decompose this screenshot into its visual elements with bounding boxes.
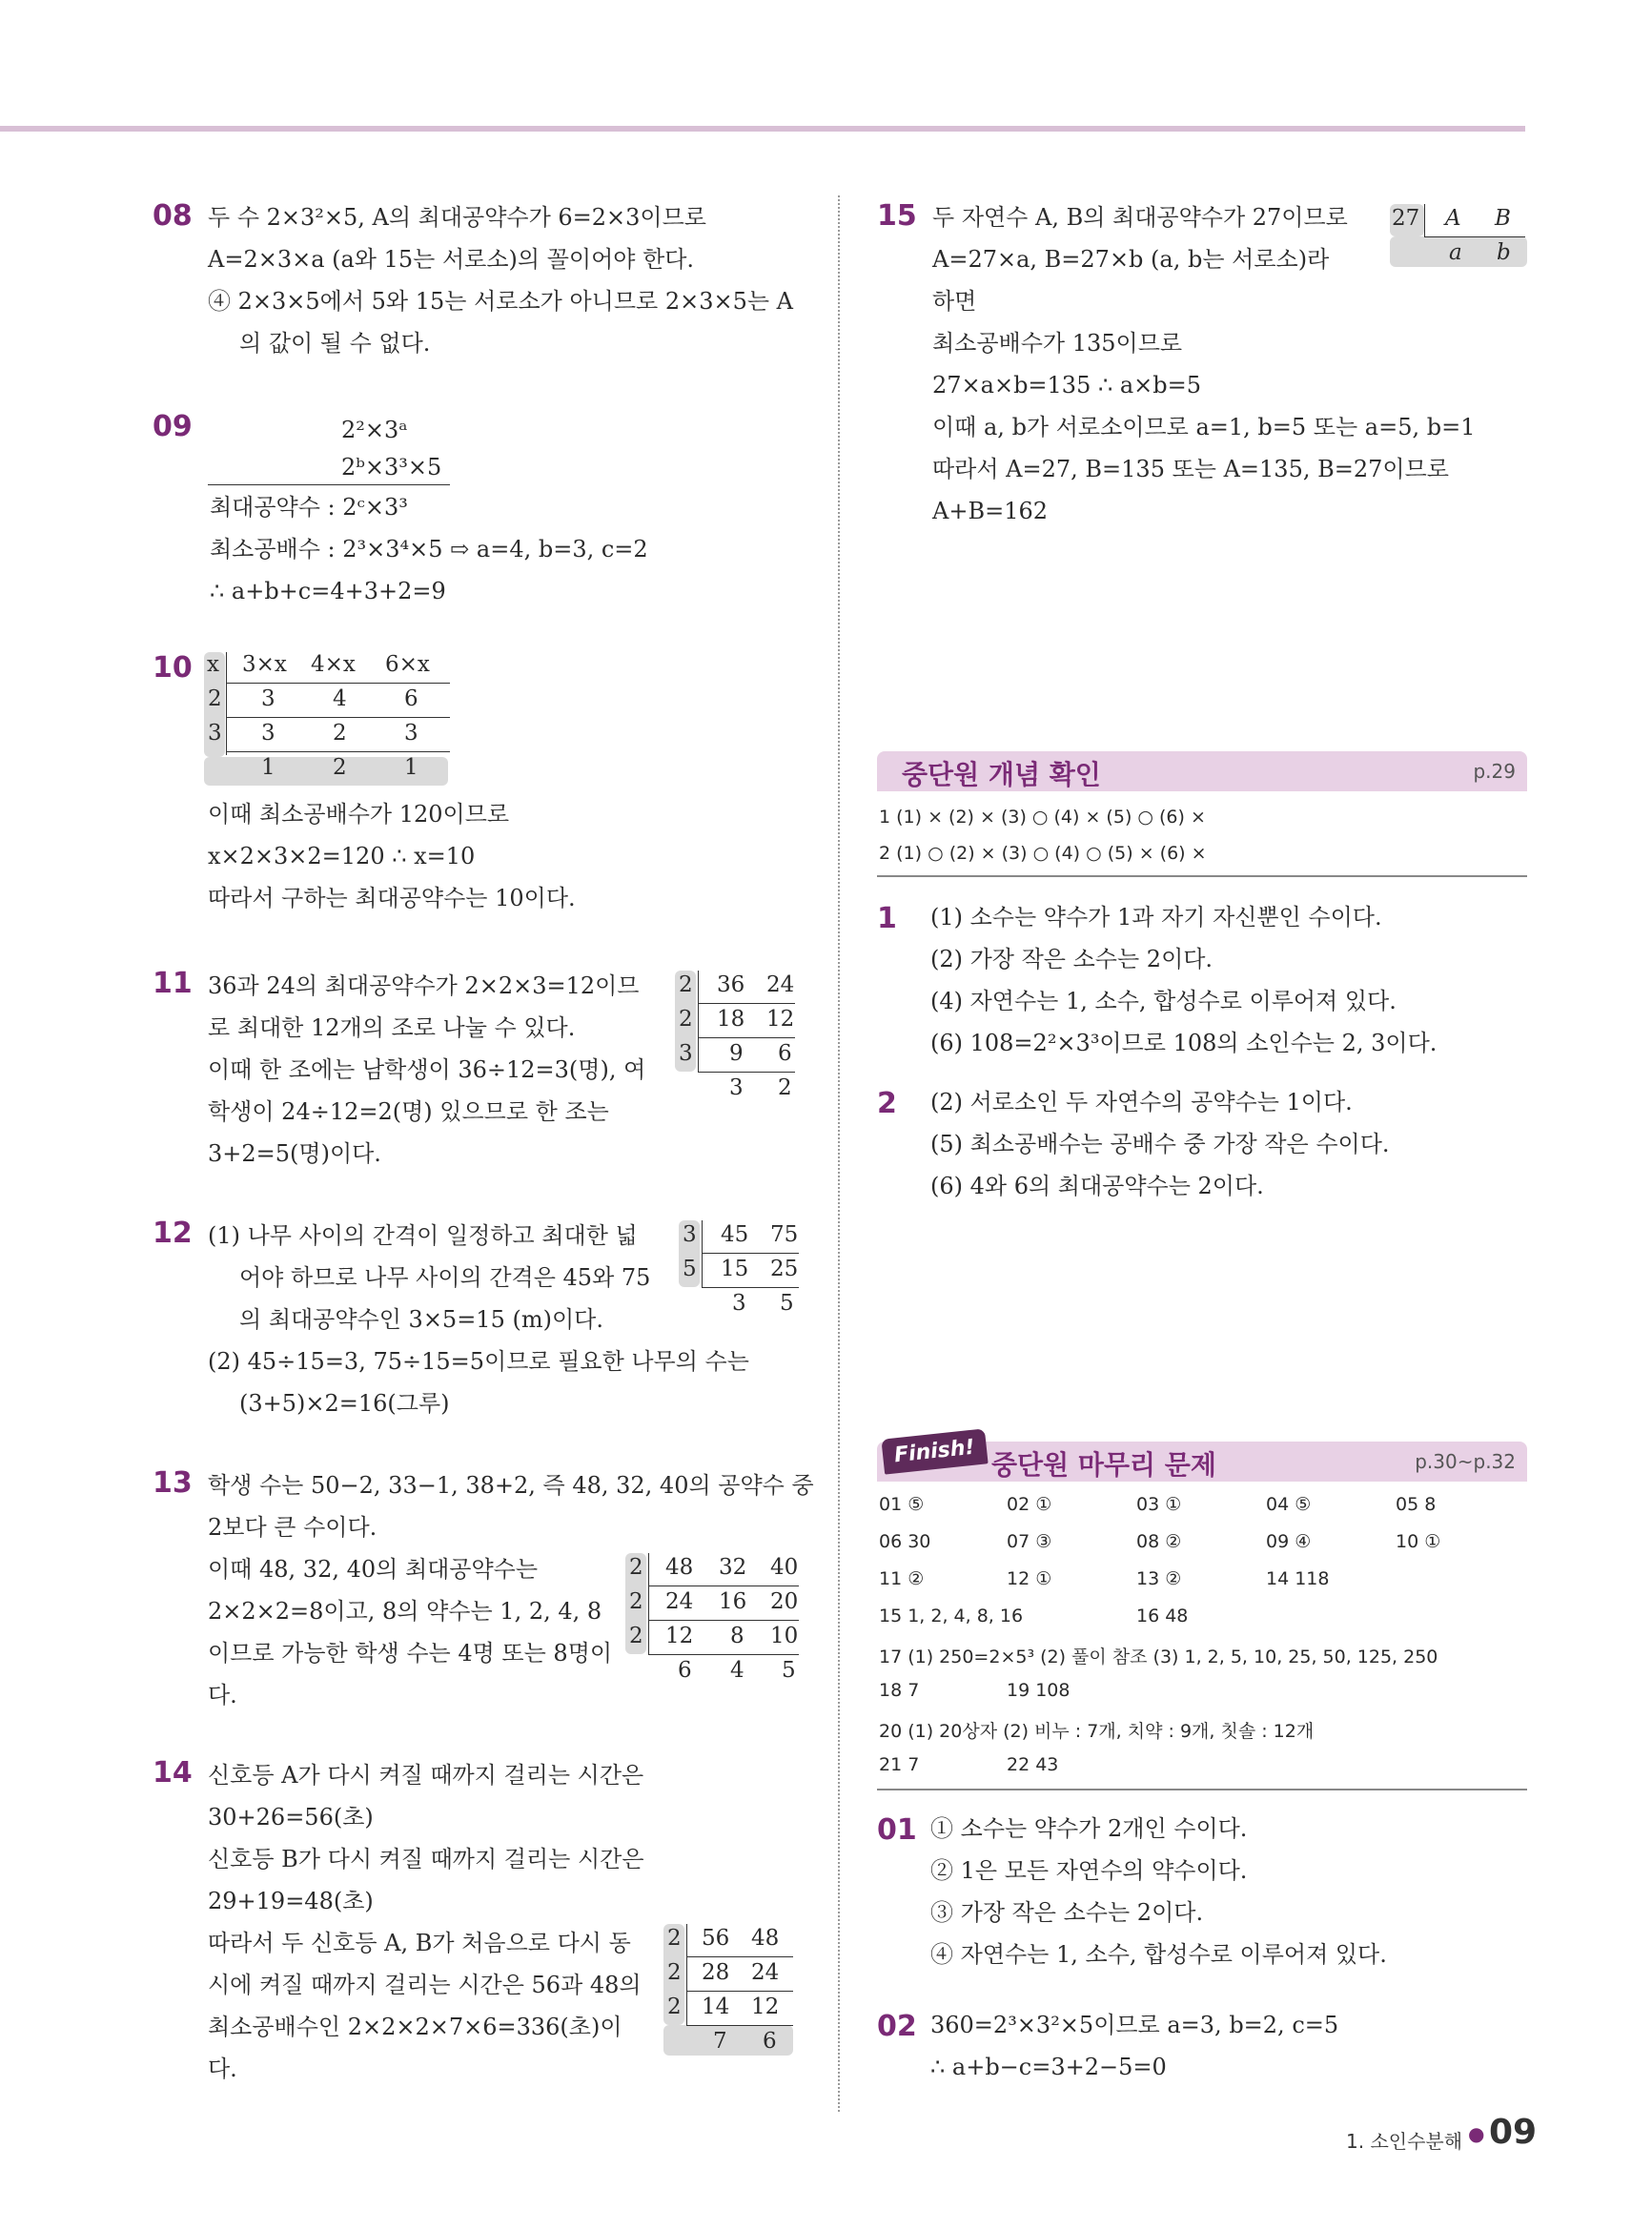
- problem-number: 09: [153, 410, 193, 443]
- problem-number: 2: [877, 1087, 897, 1120]
- problem-number: 14: [153, 1756, 193, 1790]
- solution-text: 신호등 A가 다시 켜질 때까지 걸리는 시간은 30+26=56(초) 신호등 B가 다시 켜질 때까지 걸리는 시간은 29+19=48(초) 따라서 두 신호등 A, B가 처음으로 다시 동 시에 켜질 때까지 걸리는 시간은 56과 48의 최소공배수인 2×2×2×7×6=336(초)이 다.: [208, 1762, 644, 2082]
- chapter-label: 1. 소인수분해: [1346, 2130, 1463, 2153]
- top-band: [0, 126, 1525, 132]
- problem-number: 11: [153, 967, 193, 1000]
- solution-text: 최대공약수 : 2ᶜ×3³ 최소공배수 : 2³×3⁴×5 ⇨ a=4, b=3, c=2 ∴ a+b+c=4+3+2=9: [210, 494, 648, 604]
- solution-text: (1) 소수는 약수가 1과 자기 자신뿐인 수이다. (2) 가장 작은 소수는 2이다. (4) 자연수는 1, 소수, 합성수로 이루어져 있다. (6) 108=2²×3³이므로 108의 소인수는 2, 3이다.: [930, 904, 1438, 1056]
- factor-row: 2ᵇ×3³×5: [341, 454, 442, 481]
- ladder-division: 2 48 32 40 2 24 16 20 2 12 8 10 6 4 5: [625, 1551, 802, 1694]
- problem-number: 1: [877, 902, 897, 935]
- solution-text: 두 수 2×3²×5, A의 최대공약수가 6=2×3이므로 A=2×3×a (a와 15는 서로소)의 꼴이어야 한다. ④ 2×3×5에서 5와 15는 서로소가 아니므로 2×3×5는 A 의 값이 될 수 없다.: [208, 204, 793, 357]
- divider-line: [877, 875, 1527, 877]
- problem-number: 10: [153, 651, 193, 685]
- bullet-icon: ●: [1468, 2122, 1485, 2145]
- problem-number: 12: [153, 1217, 193, 1250]
- ladder-division: 3 45 75 5 15 25 3 5: [679, 1218, 803, 1325]
- divider-line: [208, 484, 450, 485]
- solution-text: 이때 최소공배수가 120이므로 x×2×3×2=120 ∴ x=10 따라서 구하는 최대공약수는 10이다.: [208, 801, 576, 911]
- ladder-division: 2 56 48 2 28 24 2 14 12 7 6: [663, 1922, 797, 2065]
- solution-text: 두 자연수 A, B의 최대공약수가 27이므로 A=27×a, B=27×b (a, b는 서로소)라 하면 최소공배수가 135이므로 27×a×b=135 ∴ a×b=5 이때 a, b가 서로소이므로 a=1, b=5 또는 a=5, b=1 따라서 A=27, B=135 또는 A=135, B=27이므로 A+B=162: [932, 204, 1476, 524]
- solution-text: (2) 서로소인 두 자연수의 공약수는 1이다. (5) 최소공배수는 공배수 중 가장 작은 수이다. (6) 4와 6의 최대공약수는 2이다.: [930, 1089, 1390, 1199]
- solution-text: ① 소수는 약수가 2개인 수이다. ② 1은 모든 자연수의 약수이다. ③ 가장 작은 소수는 2이다. ④ 자연수는 1, 소수, 합성수로 이루어져 있다.: [930, 1815, 1387, 1968]
- section-header-finish: Finish! 중단원 마무리 문제 p.30~p.32: [877, 1442, 1527, 1482]
- section-header-concept: 중단원 개념 확인 p.29: [877, 751, 1527, 791]
- problem-number: 13: [153, 1466, 193, 1500]
- solution-text: 360=2³×3²×5이므로 a=3, b=2, c=5 ∴ a+b−c=3+2−5=0: [930, 2012, 1339, 2080]
- answer-row: 2 (1) ○ (2) × (3) ○ (4) ○ (5) × (6) ×: [879, 843, 1207, 864]
- ladder-division: 27 A B a b: [1390, 202, 1528, 275]
- ladder-division: x 3×x 4×x 6×x 2 3 4 6 3 3 2 3 1 2 1: [204, 648, 452, 789]
- factor-row: 2²×3ᵃ: [341, 417, 408, 443]
- problem-number: 01: [877, 1813, 917, 1847]
- divider-line: [877, 1789, 1527, 1790]
- page-number: 09: [1489, 2113, 1538, 2152]
- problem-number: 02: [877, 2010, 917, 2043]
- problem-number: 15: [877, 199, 917, 233]
- answer-row: 1 (1) × (2) × (3) ○ (4) × (5) ○ (6) ×: [879, 807, 1206, 828]
- problem-number: 08: [153, 199, 193, 233]
- solution-text: 36과 24의 최대공약수가 2×2×3=12이므 로 최대한 12개의 조로 나눌 수 있다. 이때 한 조에는 남학생이 36÷12=3(명), 여 학생이 24÷12=2(명) 있으므로 한 조는 3+2=5(명)이다.: [208, 972, 646, 1167]
- column-divider: [838, 195, 840, 2112]
- solution-text: 학생 수는 50−2, 33−1, 38+2, 즉 48, 32, 40의 공약수 중 2보다 큰 수이다. 이때 48, 32, 40의 최대공약수는 2×2×2=8이고, 8의 약수는 1, 2, 4, 8 이므로 가능한 학생 수는 4명 또는 8명이 다.: [208, 1472, 814, 1708]
- solution-text: (1) 나무 사이의 간격이 일정하고 최대한 넓 어야 하므로 나무 사이의 간격은 45와 75 의 최대공약수인 3×5=15 (m)이다. (2) 45÷15=3, 75÷15=5이므로 필요한 나무의 수는 (3+5)×2=16(그루): [208, 1222, 749, 1417]
- ladder-division: 2 36 24 2 18 12 3 9 6 3 2: [675, 969, 799, 1112]
